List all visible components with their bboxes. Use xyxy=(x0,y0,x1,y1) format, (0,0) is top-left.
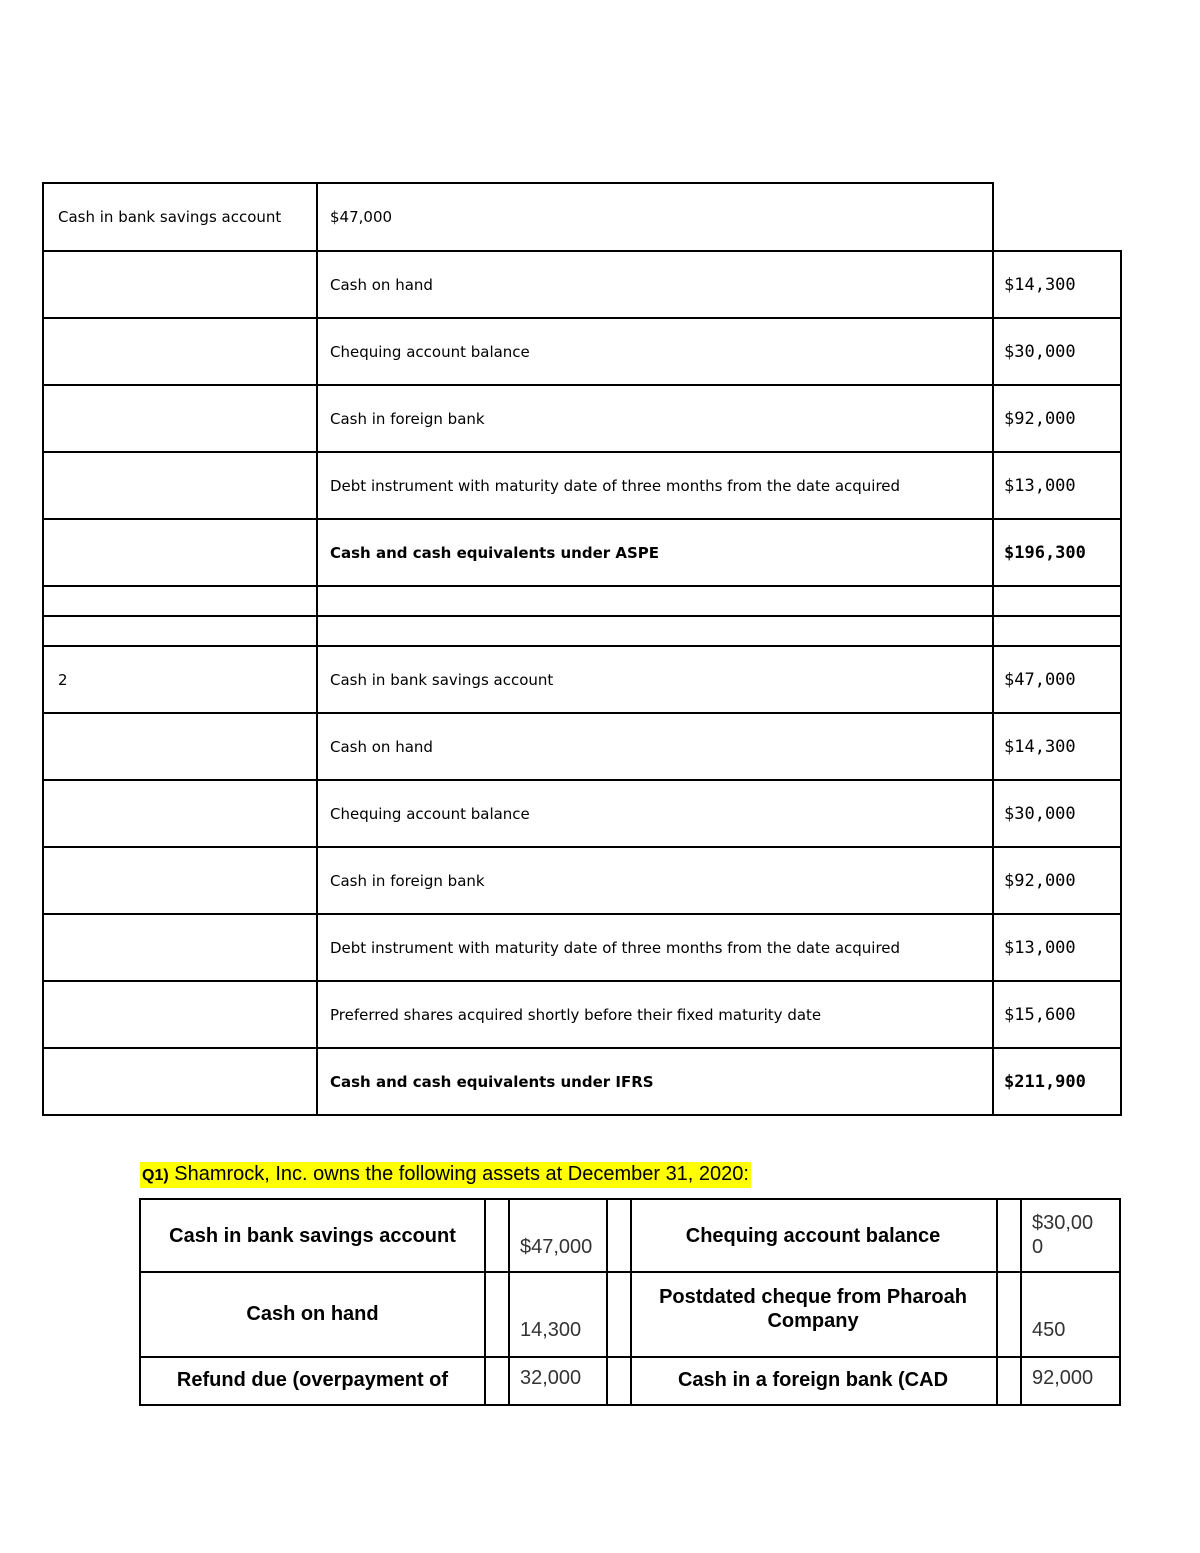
spacer-cell xyxy=(606,1356,632,1404)
asset-label-wrap: Company xyxy=(767,1310,859,1332)
table-cell xyxy=(992,384,1122,453)
section-number: 2 xyxy=(58,670,68,689)
cell-text: Cash on hand xyxy=(330,275,433,294)
table-cell xyxy=(316,182,994,252)
asset-value: 32,000 xyxy=(520,1367,582,1389)
table-cell xyxy=(316,317,994,386)
table-cell xyxy=(42,712,318,781)
table-cell xyxy=(630,1200,998,1273)
asset-value: $30,00 xyxy=(1032,1212,1094,1234)
table-cell xyxy=(508,1356,608,1404)
table-cell xyxy=(992,846,1122,915)
table-cell xyxy=(316,779,994,848)
table-cell xyxy=(42,317,318,386)
table-cell xyxy=(992,913,1122,982)
table-cell xyxy=(316,384,994,453)
table-cell xyxy=(42,182,318,252)
table-cell xyxy=(316,585,994,617)
asset-value-wrap: 0 xyxy=(1032,1236,1044,1258)
table-cell xyxy=(42,250,318,319)
cell-text: Debt instrument with maturity date of three months from the date acquired xyxy=(330,476,901,495)
ifrs-total-amount: $211,900 xyxy=(1004,1071,1086,1092)
table-cell xyxy=(42,980,318,1049)
ifrs-total-label: Cash and cash equivalents under IFRS xyxy=(330,1072,654,1091)
table-cell xyxy=(42,913,318,982)
table-cell xyxy=(992,1047,1122,1116)
table-cell xyxy=(992,518,1122,587)
cell-text: Chequing account balance xyxy=(330,804,530,823)
amount-text: $30,000 xyxy=(1004,341,1076,362)
table-cell xyxy=(316,518,994,587)
spacer-cell xyxy=(484,1200,510,1273)
cell-text: Cash in bank savings account xyxy=(330,670,554,689)
amount-text: $92,000 xyxy=(1004,870,1076,891)
table-cell xyxy=(316,451,994,520)
table-cell xyxy=(42,451,318,520)
table-cell xyxy=(316,615,994,647)
cell-text: Cash on hand xyxy=(330,737,433,756)
table-cell xyxy=(316,1047,994,1116)
cell-text: Chequing account balance xyxy=(330,342,530,361)
table-cell xyxy=(992,980,1122,1049)
table-cell xyxy=(141,1356,486,1404)
table-cell xyxy=(42,384,318,453)
spacer-cell xyxy=(606,1200,632,1273)
amount-text: $47,000 xyxy=(1004,669,1076,690)
table-cell xyxy=(1020,1271,1121,1358)
table-cell xyxy=(1020,1356,1121,1404)
asset-label: Chequing account balance xyxy=(685,1224,941,1247)
table-cell xyxy=(508,1271,608,1358)
amount-text: $14,300 xyxy=(1004,274,1076,295)
table-cell xyxy=(992,615,1122,647)
spacer-cell xyxy=(484,1356,510,1404)
cell-text: Cash in bank savings account xyxy=(58,208,282,226)
table-cell xyxy=(1020,1200,1121,1273)
amount-text: $14,300 xyxy=(1004,736,1076,757)
table-cell xyxy=(316,913,994,982)
table-cell xyxy=(141,1271,486,1358)
table-cell xyxy=(316,250,994,319)
aspe-total-label: Cash and cash equivalents under ASPE xyxy=(330,543,660,562)
amount-text: $13,000 xyxy=(1004,937,1076,958)
table-cell xyxy=(42,615,318,647)
cell-text: $47,000 xyxy=(330,208,393,226)
table-cell xyxy=(992,712,1122,781)
table-cell xyxy=(316,846,994,915)
table-cell xyxy=(992,317,1122,386)
asset-label: Refund due (overpayment of xyxy=(176,1369,449,1391)
table-cell xyxy=(42,645,318,714)
asset-label: Cash in a foreign bank (CAD xyxy=(677,1369,949,1391)
table-cell xyxy=(42,585,318,617)
table-cell xyxy=(630,1356,998,1404)
table-cell xyxy=(992,645,1122,714)
asset-value: 450 xyxy=(1032,1319,1066,1341)
asset-label: Cash in bank savings account xyxy=(169,1224,456,1247)
table-cell xyxy=(992,250,1122,319)
table-cell xyxy=(316,645,994,714)
spacer-cell xyxy=(996,1200,1022,1273)
asset-label: Cash on hand xyxy=(246,1302,379,1325)
table-cell xyxy=(508,1200,608,1273)
table-cell xyxy=(316,980,994,1049)
question-text: Shamrock, Inc. owns the following assets at December 31, 2020: xyxy=(174,1163,749,1185)
amount-text: $13,000 xyxy=(1004,475,1076,496)
asset-value: 14,300 xyxy=(520,1319,582,1341)
amount-text: $15,600 xyxy=(1004,1004,1076,1025)
amount-text: $30,000 xyxy=(1004,803,1076,824)
cell-text: Cash in foreign bank xyxy=(330,871,485,890)
spacer-cell xyxy=(484,1271,510,1358)
table-cell xyxy=(316,712,994,781)
cell-text: Debt instrument with maturity date of three months from the date acquired xyxy=(330,938,901,957)
question-number: Q1) xyxy=(142,1167,169,1184)
table-cell xyxy=(992,779,1122,848)
table-cell xyxy=(141,1200,486,1273)
table-cell xyxy=(42,1047,318,1116)
table-cell xyxy=(42,779,318,848)
table-cell xyxy=(992,451,1122,520)
spacer-cell xyxy=(996,1271,1022,1358)
table-cell xyxy=(42,846,318,915)
aspe-total-amount: $196,300 xyxy=(1004,542,1086,563)
spacer-cell xyxy=(606,1271,632,1358)
cell-text: Cash in foreign bank xyxy=(330,409,485,428)
table-cell xyxy=(630,1271,998,1358)
assets-table xyxy=(139,1198,1121,1406)
asset-label: Postdated cheque from Pharoah xyxy=(659,1286,967,1308)
table-cell xyxy=(42,518,318,587)
cell-text: Preferred shares acquired shortly before their fixed maturity date xyxy=(330,1005,822,1024)
asset-value: $47,000 xyxy=(520,1236,593,1258)
table-cell xyxy=(992,585,1122,617)
asset-value: 92,000 xyxy=(1032,1367,1094,1389)
spacer-cell xyxy=(996,1356,1022,1404)
question-heading xyxy=(140,1162,751,1188)
amount-text: $92,000 xyxy=(1004,408,1076,429)
